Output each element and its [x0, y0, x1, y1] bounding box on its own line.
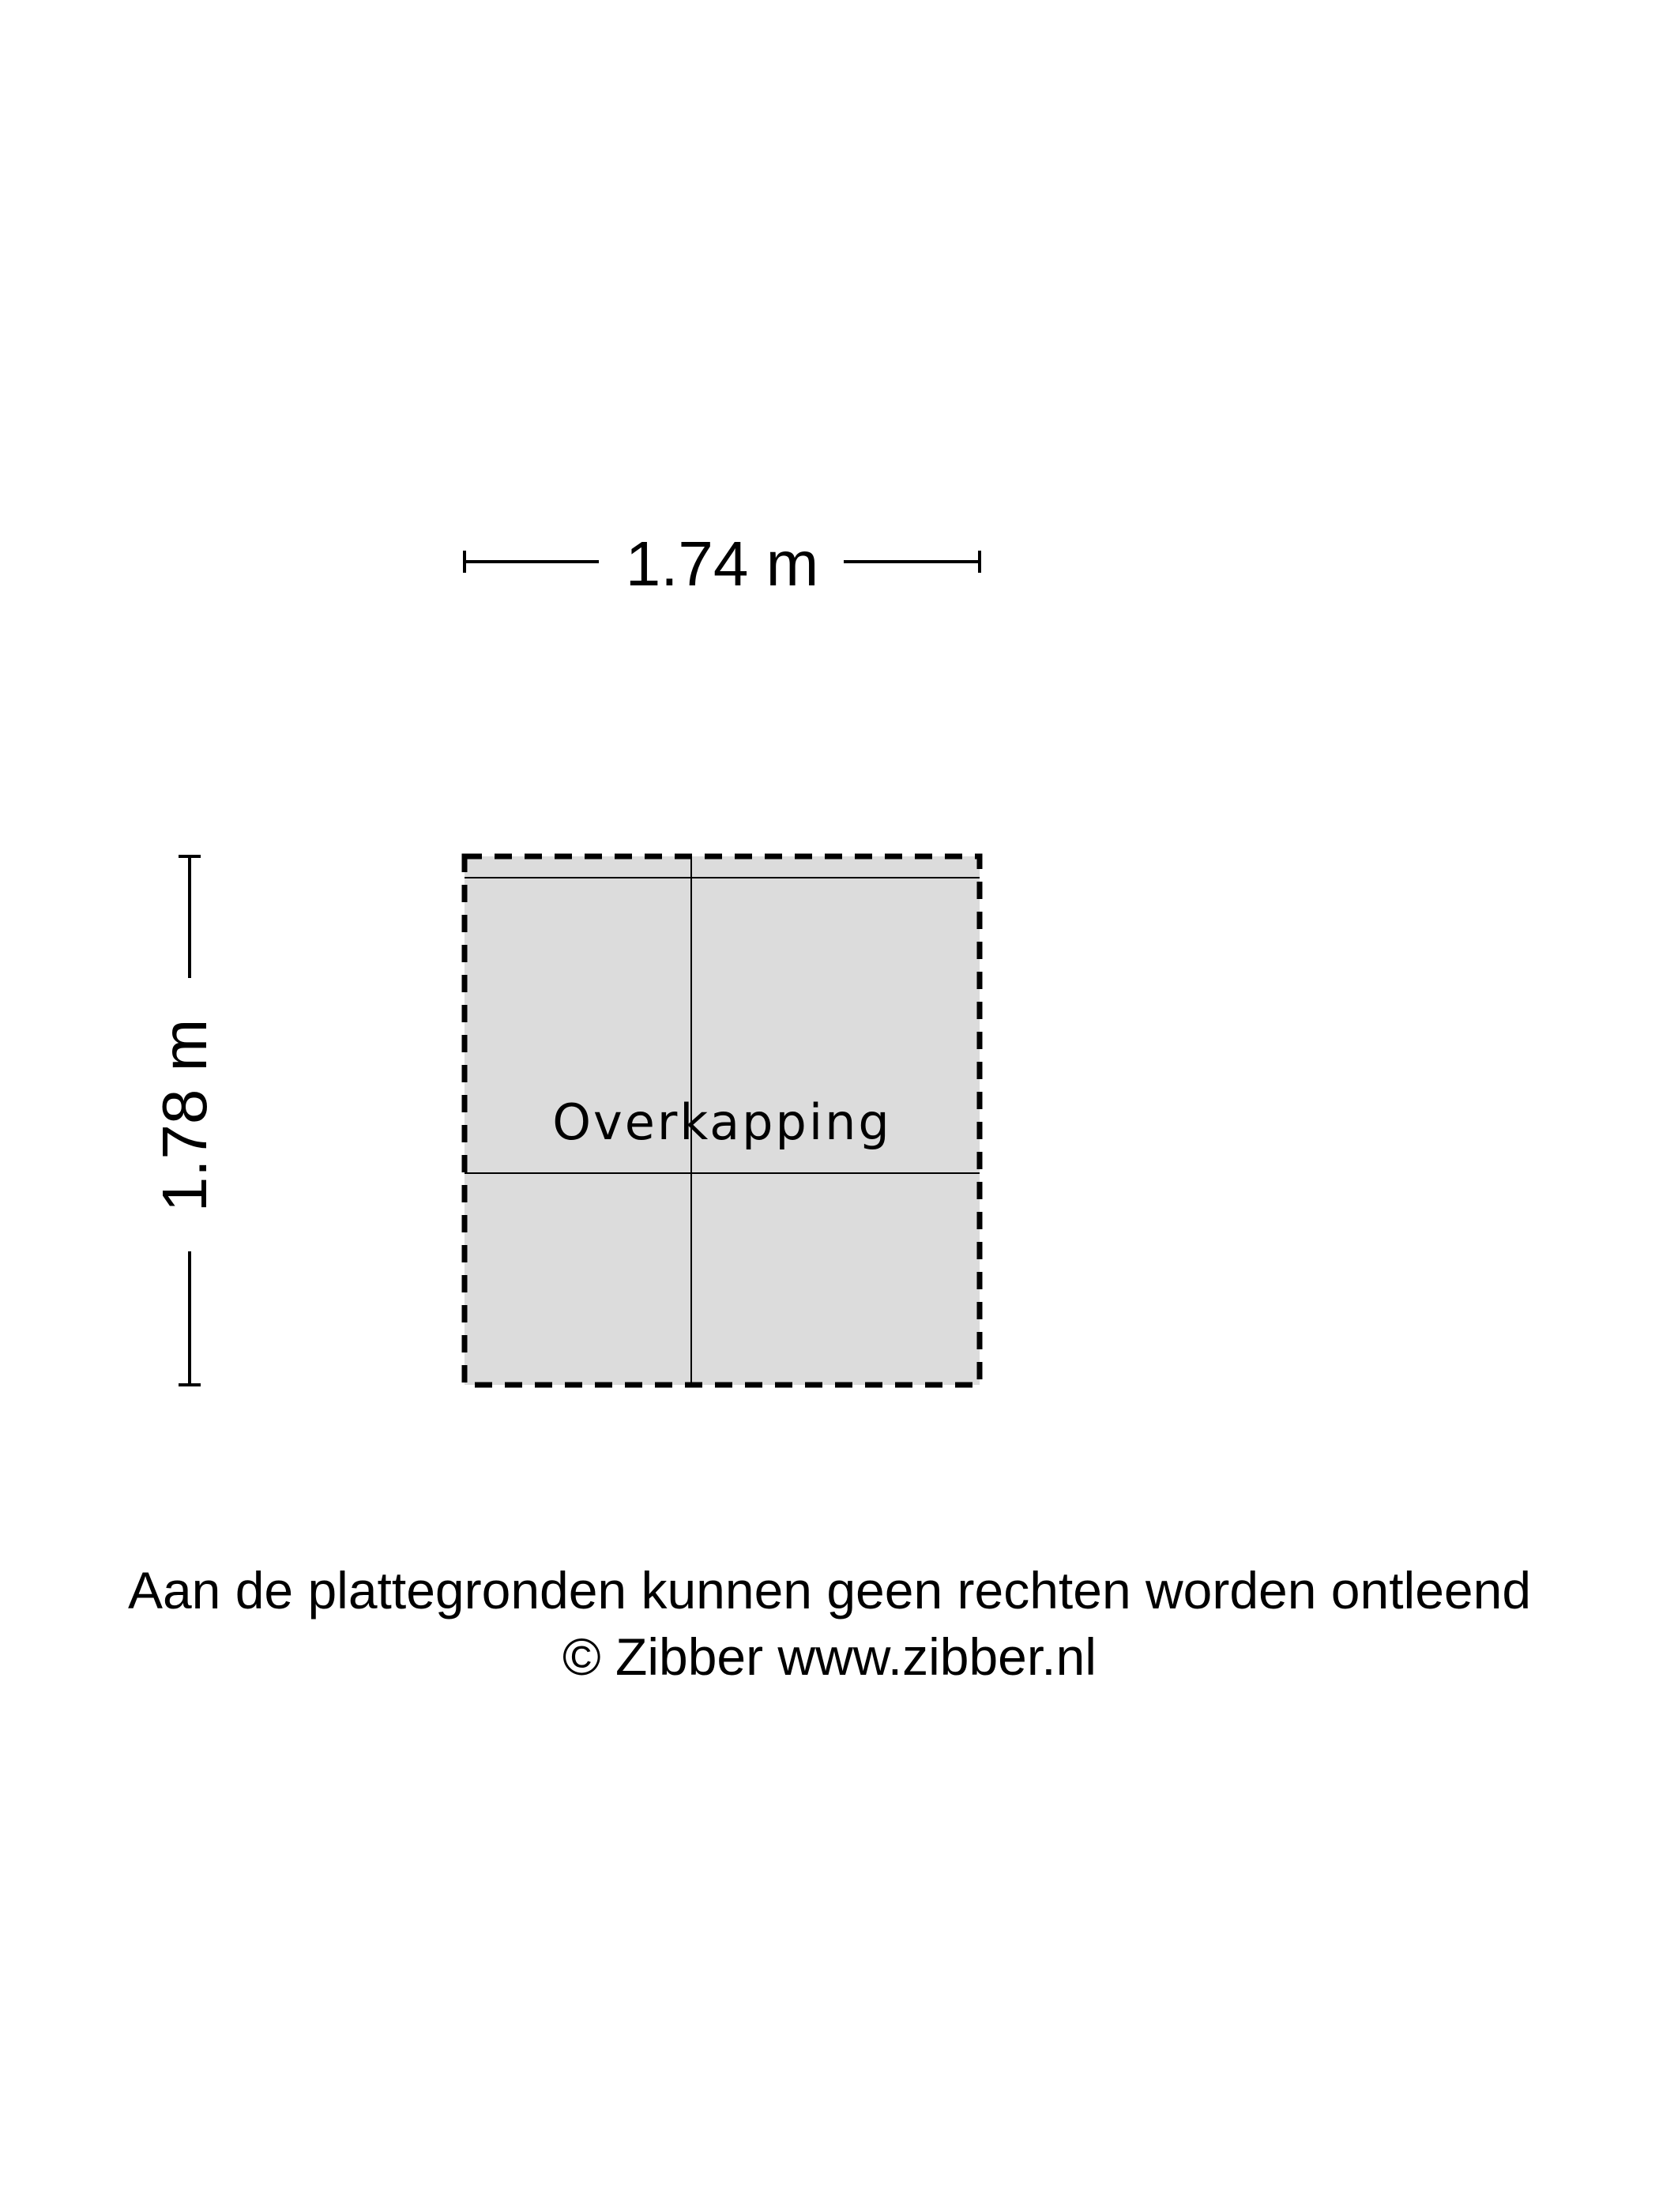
room-label: Overkapping	[552, 1093, 892, 1151]
room-overkapping	[465, 856, 980, 1385]
width-dimension	[465, 529, 980, 599]
height-dimension	[149, 856, 220, 1385]
height-dimension-label: 1.78 m	[149, 1018, 220, 1213]
copyright-text: © Zibber www.zibber.nl	[562, 1627, 1097, 1686]
disclaimer-text: Aan de plattegronden kunnen geen rechten worden ontleend	[127, 1561, 1532, 1620]
width-dimension-label: 1.74 m	[625, 529, 819, 599]
